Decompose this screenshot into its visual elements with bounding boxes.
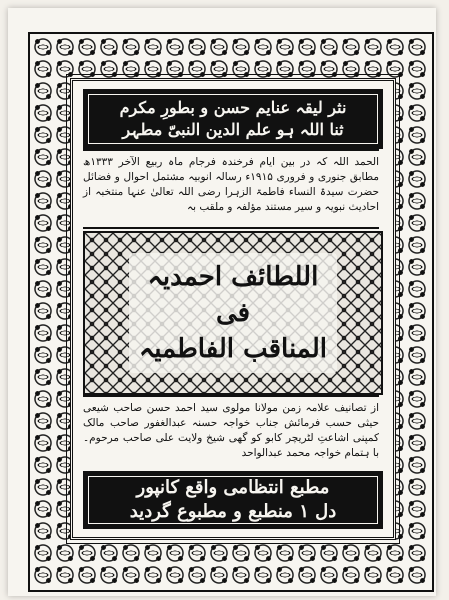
intro-paragraph: الحمد اللہ کہ در بین ایام فرخندہ فرجام ماہ ربیع الآخر ۱۳۳۳ھ مطابق جنوری و فروری ۱۹۱۵ء رسالہ انوبیہ مشتمل احوال و فضائل حضرت سیدۃ النساء فاطمۃ الزہرا رضی اللہ تعالیٰ عنہا منتخبہ از احادیث نبویہ و سیر مستند مؤلفہ و ملقب بہ	[83, 156, 379, 213]
title-pattern-box	[83, 231, 383, 395]
footer-line-2: دل ۱ منطبع و مطبوع گردید	[129, 501, 337, 522]
footer-line-1: مطبع انتظامی واقع کانپور	[136, 477, 330, 498]
divider	[83, 227, 379, 229]
footer-band	[83, 471, 383, 529]
footer-text	[124, 476, 343, 524]
title-panel	[70, 78, 396, 540]
book-title-line-3: المناقب الفاطمیہ	[139, 334, 327, 364]
header-line-1: نثر لیقہ عنایم حسن و بطورِ مکرم	[119, 98, 347, 117]
divider	[83, 395, 379, 397]
header-band	[83, 89, 383, 149]
book-title-line-2: فی	[215, 298, 251, 328]
author-paragraph: از تصانیف علامہ زمن مولانا مولوی سید احمد حسن صاحب شیعی حیثی حسب فرمائش جناب خواجہ حسنہ عبدالغفور صاحب مالک کمپنی اشاعتِ لٹریچر کابو کو گھی شیخ ولایت علی صاحب مرحوم۔ با ہتمام خواجہ محمد عبدالواحد	[83, 402, 379, 459]
book-title-line-1: اللطائف احمدیہ	[147, 262, 319, 292]
divider	[83, 149, 379, 151]
ornamental-border	[28, 32, 434, 592]
book-title	[129, 253, 337, 373]
book-page	[8, 8, 436, 596]
header-line-2: ثنا اللہ ہو علم الدین النبیّ مطہر	[122, 120, 344, 139]
header-text	[114, 97, 353, 141]
